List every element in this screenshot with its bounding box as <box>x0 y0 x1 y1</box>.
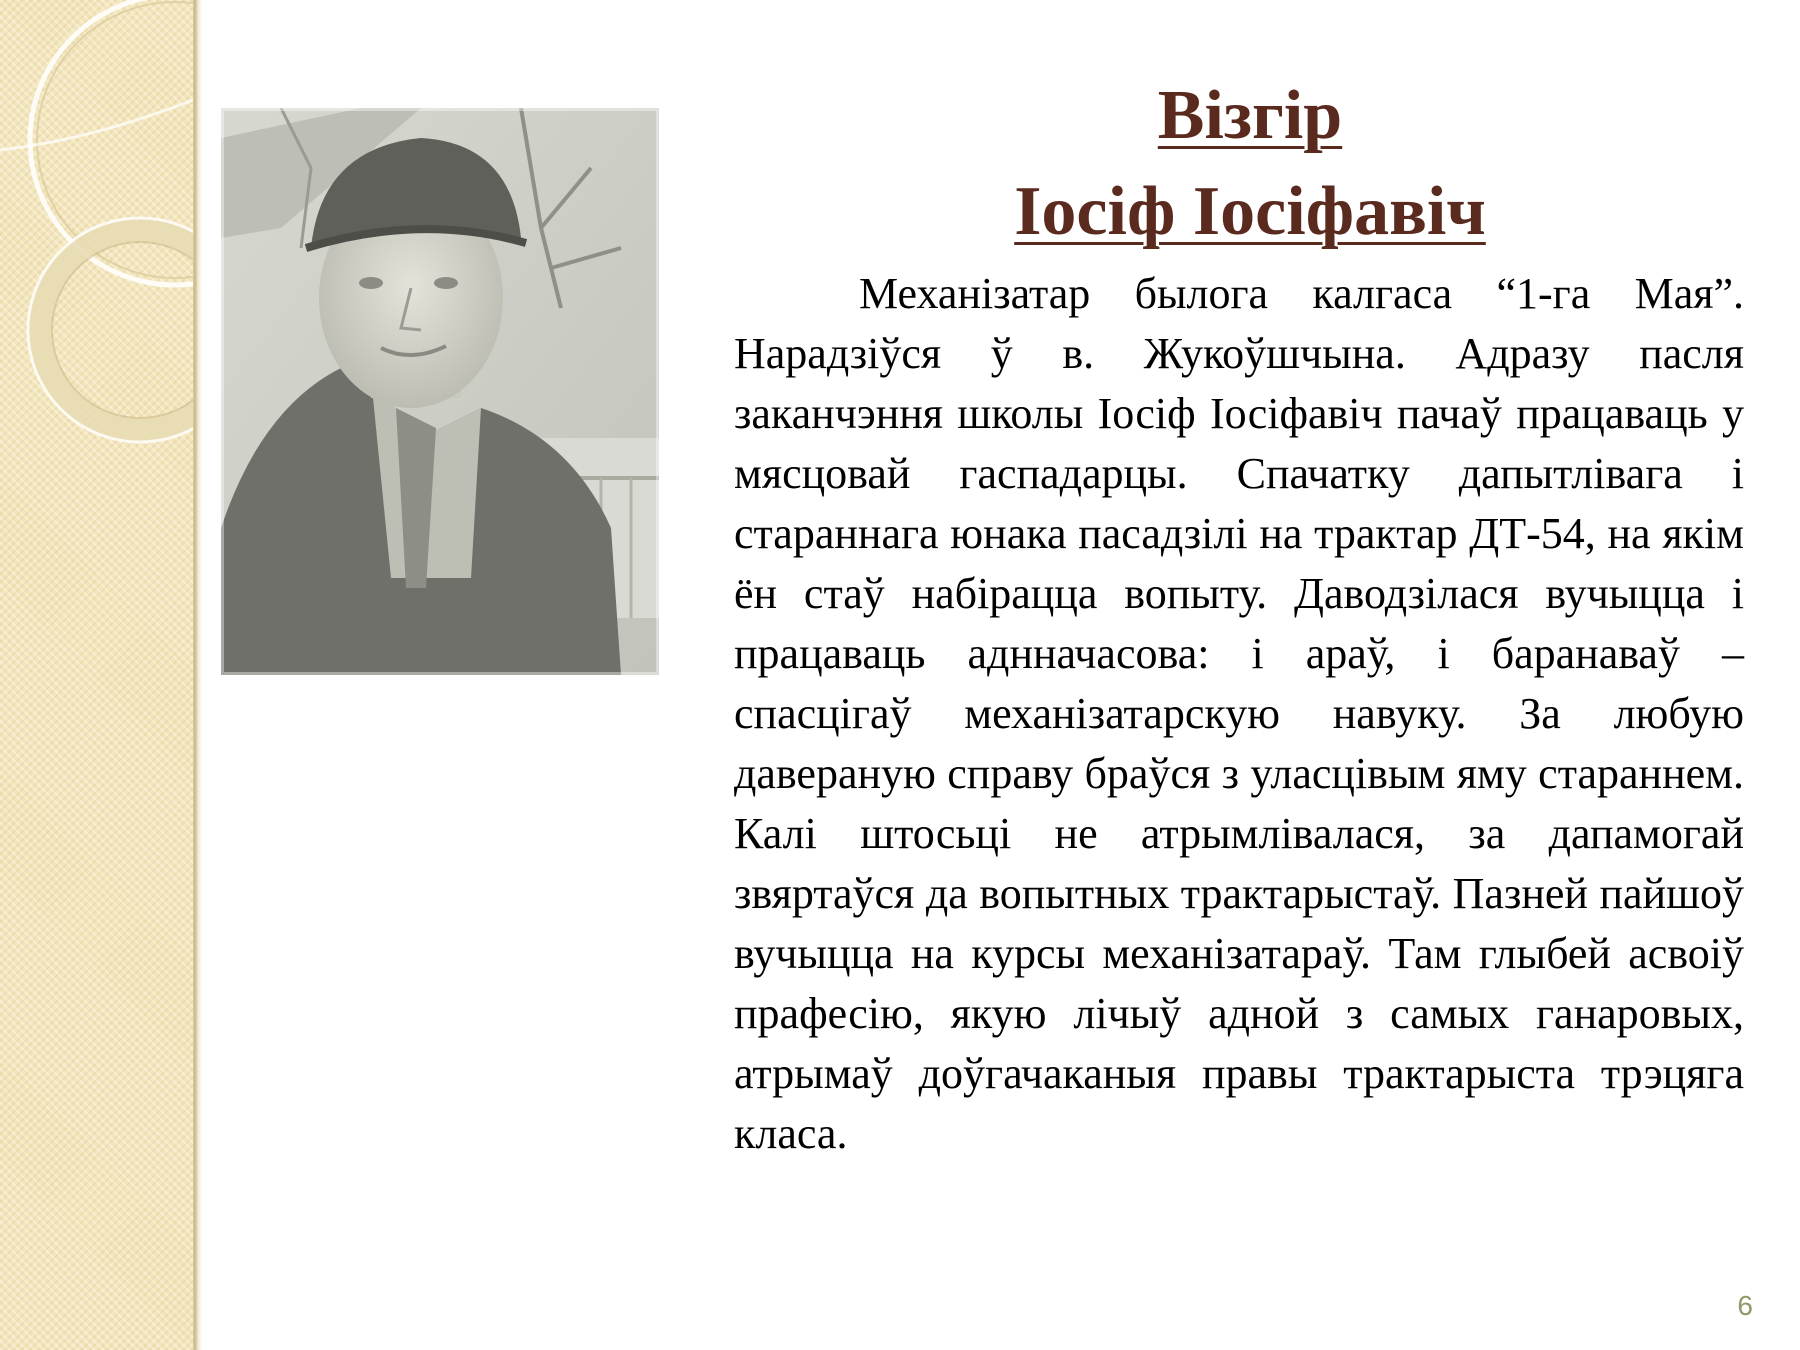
title-full-name: Іосіф Іосіфавіч <box>1014 173 1486 250</box>
biography-text: Механізатар былога калгаса “1-га Мая”. Нарадзіўся ў в. Жукоўшчына. Адразу пасля заканчэння школы Іосіф Іосіфавіч пачаў працаваць у мясцовай гаспадарцы. Спачатку дапытлівага і стараннага юнака пасадзілі на трактар ДТ-54, на якім ён стаў набірацца вопыту. Даводзілася вучыцца і працаваць аднначасова: і араў, і баранаваў – спасцігаў механізатарскую навуку. За любую давераную справу браўся з уласцівым яму стараннем. Калі штосьці не атрымлівалася, за дапамогай звяртаўся да вопытных трактарыстаў. Пазней пайшоў вучыцца на курсы механізатараў. Там глыбей асвоіў прафесію, якую лічыў адной з самых ганаровых, атрымаў доўгачаканыя правы трактарыста трэцяга класа. <box>734 269 1744 1158</box>
slide-title <box>700 68 1800 260</box>
side-divider <box>193 0 202 1350</box>
decorative-rings <box>0 0 193 1350</box>
title-surname: Візгір <box>1157 77 1343 154</box>
page-number: 6 <box>1737 1290 1753 1321</box>
portrait-photo <box>221 108 659 675</box>
decorative-side-strip <box>0 0 193 1350</box>
